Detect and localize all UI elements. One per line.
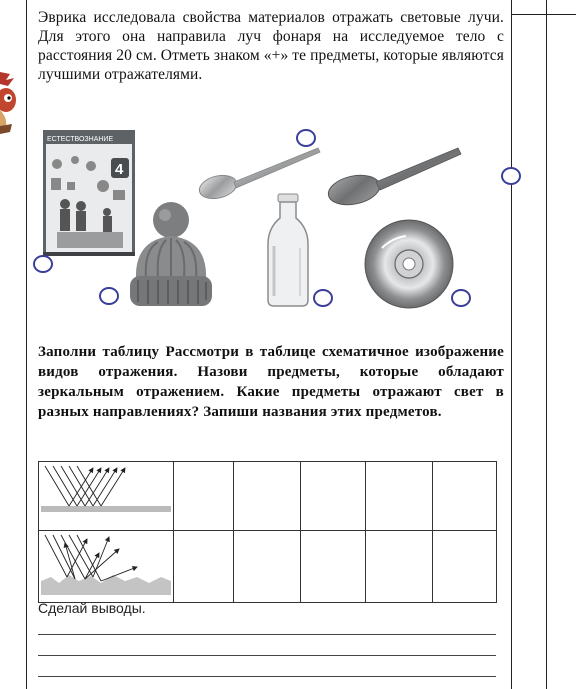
answer-circle-hat[interactable] <box>99 287 119 305</box>
table-cell[interactable] <box>300 531 365 603</box>
table-cell[interactable] <box>366 531 433 603</box>
writing-line-1[interactable] <box>38 634 496 635</box>
glass-bottle-image <box>264 192 312 308</box>
top-right-rule <box>512 14 576 15</box>
answer-circle-large-spoon[interactable] <box>501 167 521 185</box>
book-grade: 4 <box>115 161 124 178</box>
writing-line-3[interactable] <box>38 676 496 677</box>
answer-circle-cd[interactable] <box>451 289 471 307</box>
conclusion-label: Сделай выводы. <box>38 600 146 616</box>
table-cell[interactable] <box>233 531 300 603</box>
table-cell[interactable] <box>433 462 497 531</box>
table-cell[interactable] <box>233 462 300 531</box>
table-cell[interactable] <box>433 531 497 603</box>
compact-disc-image <box>362 218 456 310</box>
table-cell[interactable] <box>300 462 365 531</box>
task-1-text: Эврика исследовала свойства материалов отражать световые лучи. Для этого она направила луч фонаря на исследуемое тело с расстояния 20 см. Отметь знаком «+» те предметы, которые являются лучшими отражателями. <box>38 9 504 83</box>
task-2-text: Заполни таблицу Рассмотри в таблице схематичное изображение видов отражения. Назови предметы, которые обладают зеркальным отражением. Какие предметы отражают свет в разных направлениях? Запиши названия этих предметов. <box>38 344 504 420</box>
answer-circle-teaspoon[interactable] <box>296 129 316 147</box>
table-cell[interactable] <box>174 462 234 531</box>
answer-circle-book[interactable] <box>33 255 53 273</box>
knitted-hat-image <box>122 200 220 312</box>
diffuse-reflection-diagram <box>39 531 173 597</box>
specular-reflection-diagram-cell <box>39 462 174 531</box>
specular-reflection-diagram <box>39 462 173 525</box>
table-cell[interactable] <box>174 531 234 603</box>
writing-line-2[interactable] <box>38 655 496 656</box>
answer-circle-bottle[interactable] <box>313 289 333 307</box>
diffuse-reflection-diagram-cell <box>39 531 174 603</box>
large-spoon-image <box>326 144 464 210</box>
table-cell[interactable] <box>366 462 433 531</box>
reflection-table <box>38 461 497 603</box>
side-character-illustration <box>0 62 24 152</box>
right-margin-line <box>546 0 549 689</box>
book-title: ЕСТЕСТВОЗНАНИЕ <box>47 136 114 143</box>
